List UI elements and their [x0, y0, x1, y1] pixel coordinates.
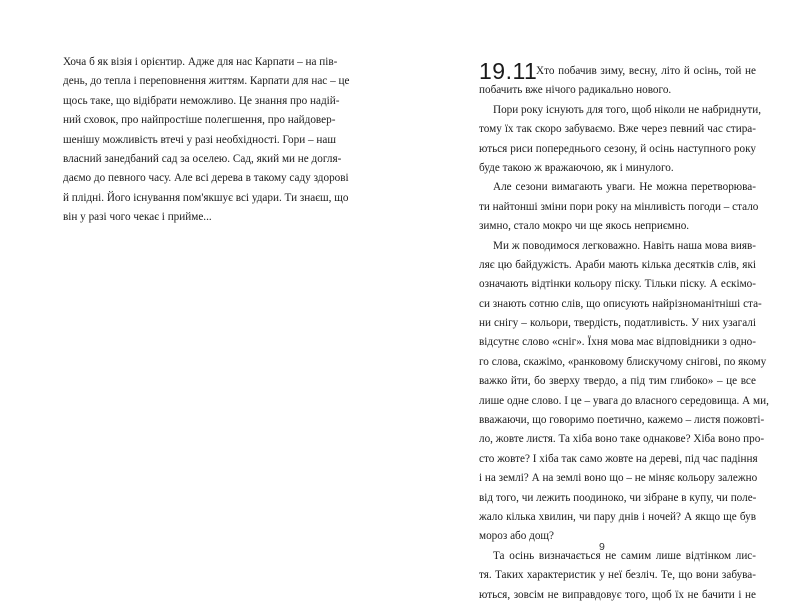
text-line: жало кілька хвилин, чи пару днів і ночей? А якщо ще був: [479, 510, 756, 523]
right-page-text: [479, 58, 769, 605]
text-line: ло, жовте листя. Та хіба воно таке однакове? Хіба воно про-: [479, 433, 765, 446]
text-line: ються, зовсім не виправдовує того, щоб їх не бачити і не: [479, 588, 756, 601]
text-line: сто жовте? І хіба так само жовте на дереві, під час падіння: [479, 452, 758, 465]
text-line: відсутнє слово «сніг». Їхня мова має відповідники з одно-: [479, 336, 756, 349]
text-line: вважаючи, що говоримо поетично, кажемо – листя пожовті-: [479, 414, 765, 427]
text-line: ти найтонші зміни пори року на мінливість погоди – стало: [479, 200, 759, 213]
text-line: шенішу можливість втечі у разі необхідності. Гори – наш: [63, 133, 336, 146]
text-line: від того, чи лежить поодиноко, чи зібране в купу, чи поле-: [479, 491, 757, 504]
text-line: лише одне слово. І це – увага до власного середовища. А ми,: [479, 394, 769, 407]
text-line: власний занедбаний сад за оселею. Сад, який ми не догля-: [63, 153, 342, 166]
text-line: ються риси попереднього сезону, й осінь наступного року: [479, 142, 756, 155]
left-page: [0, 0, 400, 587]
text-line: Хоча б як візія і орієнтир. Адже для нас Карпати – на пів-: [63, 56, 338, 68]
text-line: ляє цю байдужість. Араби мають кілька десятків слів, які: [479, 258, 756, 271]
text-line: день, до тепла і переповнення життям. Карпати для нас – це: [63, 75, 350, 88]
text-line: тому їх так скоро забуваємо. Вже через певний час стира-: [479, 123, 756, 136]
text-line: даємо до певного часу. Але всі дерева в такому саду здорові: [63, 172, 349, 185]
text-line: і на землі? А на землі воно що – не міняє кольору залежно: [479, 472, 758, 485]
text-line: Але сезони вимагають уваги. Не можна перетворюва-: [493, 181, 756, 194]
text-line: ни снігу – кольори, твердість, податливість. У них узагалі: [479, 317, 756, 330]
text-line: Хто побачив зиму, весну, літо й осінь, той не: [536, 65, 756, 77]
text-line: ний сховок, про найпростіше полегшення, про найдовер-: [63, 114, 336, 127]
text-line: Ми ж поводимося легковажно. Навіть наша мова вияв-: [493, 239, 756, 252]
text-line: буде такою ж вражаючою, як і минулого.: [479, 161, 674, 174]
text-line: зимно, стало мокро чи ще якось неприємно.: [479, 220, 690, 233]
text-line: щось таке, що відібрати неможливо. Це знання про надій-: [63, 94, 340, 107]
text-line: Та осінь визначається не самим лише відтінком лис-: [493, 549, 756, 562]
text-line: го слова, скажімо, «ранковому блискучому снігові, по якому: [479, 355, 767, 368]
page-number: 9: [599, 541, 605, 553]
text-line: він у разі чого чекає і прийме...: [63, 211, 212, 224]
text-line: побачить вже нічого радикально нового.: [479, 84, 672, 97]
right-page: [400, 0, 800, 601]
text-line: мороз або дощ?: [479, 530, 554, 543]
entry-date: 19.11: [479, 58, 538, 84]
diary-entry-header: [479, 58, 756, 84]
text-line: означають відтінки кольору піску. Тільки піску. А ескімо-: [479, 278, 756, 291]
text-line: й плідні. Його існування пом'якшує всі удари. Ти знаєш, що: [63, 191, 349, 204]
left-page-text: [63, 53, 350, 228]
text-line: си знають сотню слів, що описують найрізноманітніші ста-: [479, 297, 762, 310]
text-line: тя. Таких характеристик у неї безліч. Те, що вони забува-: [479, 569, 756, 582]
text-line: Пори року існують для того, щоб ніколи не набриднути,: [493, 103, 762, 116]
text-line: важко йти, бо зверху твердо, а під тим глибоко» – це все: [479, 375, 756, 388]
